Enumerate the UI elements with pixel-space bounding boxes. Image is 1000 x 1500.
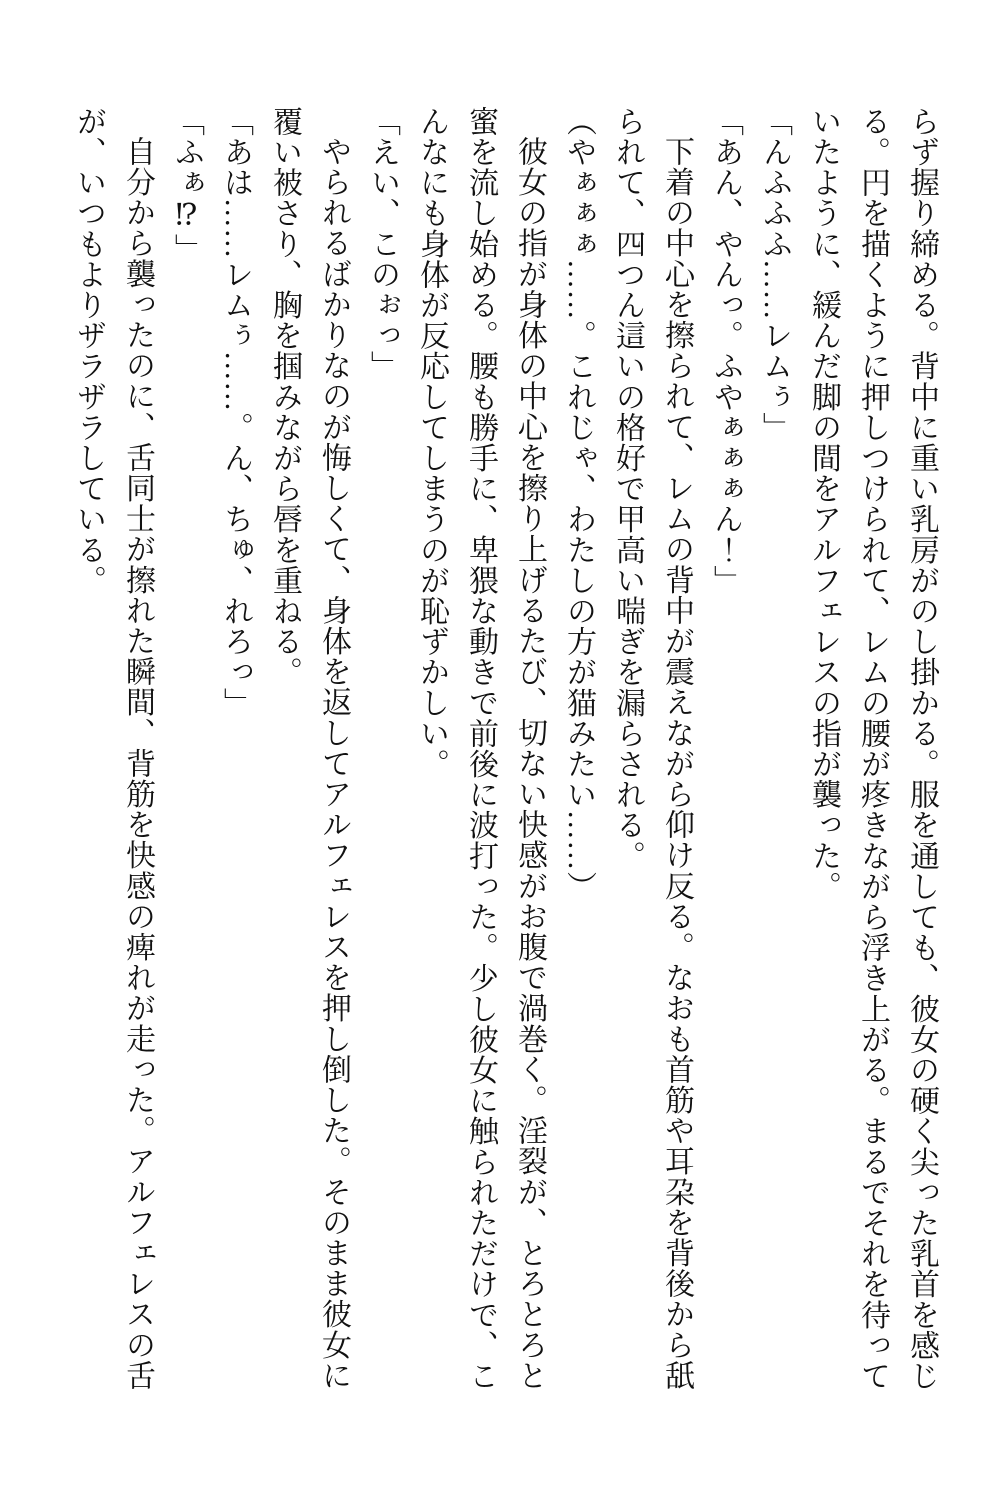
paragraph-narration: 自分から襲ったのに、舌同士が擦れた瞬間、背筋を快感の痺れが走った。アルフェレスの舌が、いつもよりザラザラしている。: [72, 106, 154, 1391]
paragraph-dialogue: 「えい、このぉっ」: [366, 106, 399, 382]
paragraph-dialogue: 「ふぁ⁉」: [170, 106, 203, 264]
paragraph-thought: （やぁぁぁ……。これじゃ、わたしの方が猫みたい……）: [562, 106, 595, 902]
vertical-text-block: [46, 106, 946, 1396]
paragraph-dialogue: 「あは……レムぅ……。ん、ちゅ、れろっ」: [219, 106, 252, 718]
paragraph-narration: 彼女の指が身体の中心を擦り上げるたび、切ない快感がお腹で渦巻く。淫裂が、とろとろと蜜を流し始める。腰も勝手に、卑猥な動きで前後に波打った。少し彼女に触られただけで、こんなにも身体が反応してしまうのが恥ずかしい。: [415, 106, 546, 1392]
paragraph-narration: やられるばかりなのが悔しくて、身体を返してアルフェレスを押し倒した。そのまま彼女に覆い被さり、胸を掴みながら唇を重ねる。: [268, 106, 350, 1391]
paragraph-dialogue: 「あん、やんっ。ふやぁぁぁん！」: [709, 106, 742, 596]
paragraph-narration: 下着の中心を擦られて、レムの背中が震えながら仰け反る。なおも首筋や耳朶を背後から舐られて、四つん這いの格好で甲高い喘ぎを漏らされる。: [611, 106, 693, 1391]
paragraph-dialogue: 「んふふふ……レムぅ」: [758, 106, 791, 443]
paragraph-narration-continuation: らず握り締める。背中に重い乳房がのし掛かる。服を通しても、彼女の硬く尖った乳首を感じる。円を描くように押しつけられて、レムの腰が疼きながら浮き上がる。まるでそれを待っていたように、緩んだ脚の間をアルフェレスの指が襲った。: [807, 106, 938, 1392]
